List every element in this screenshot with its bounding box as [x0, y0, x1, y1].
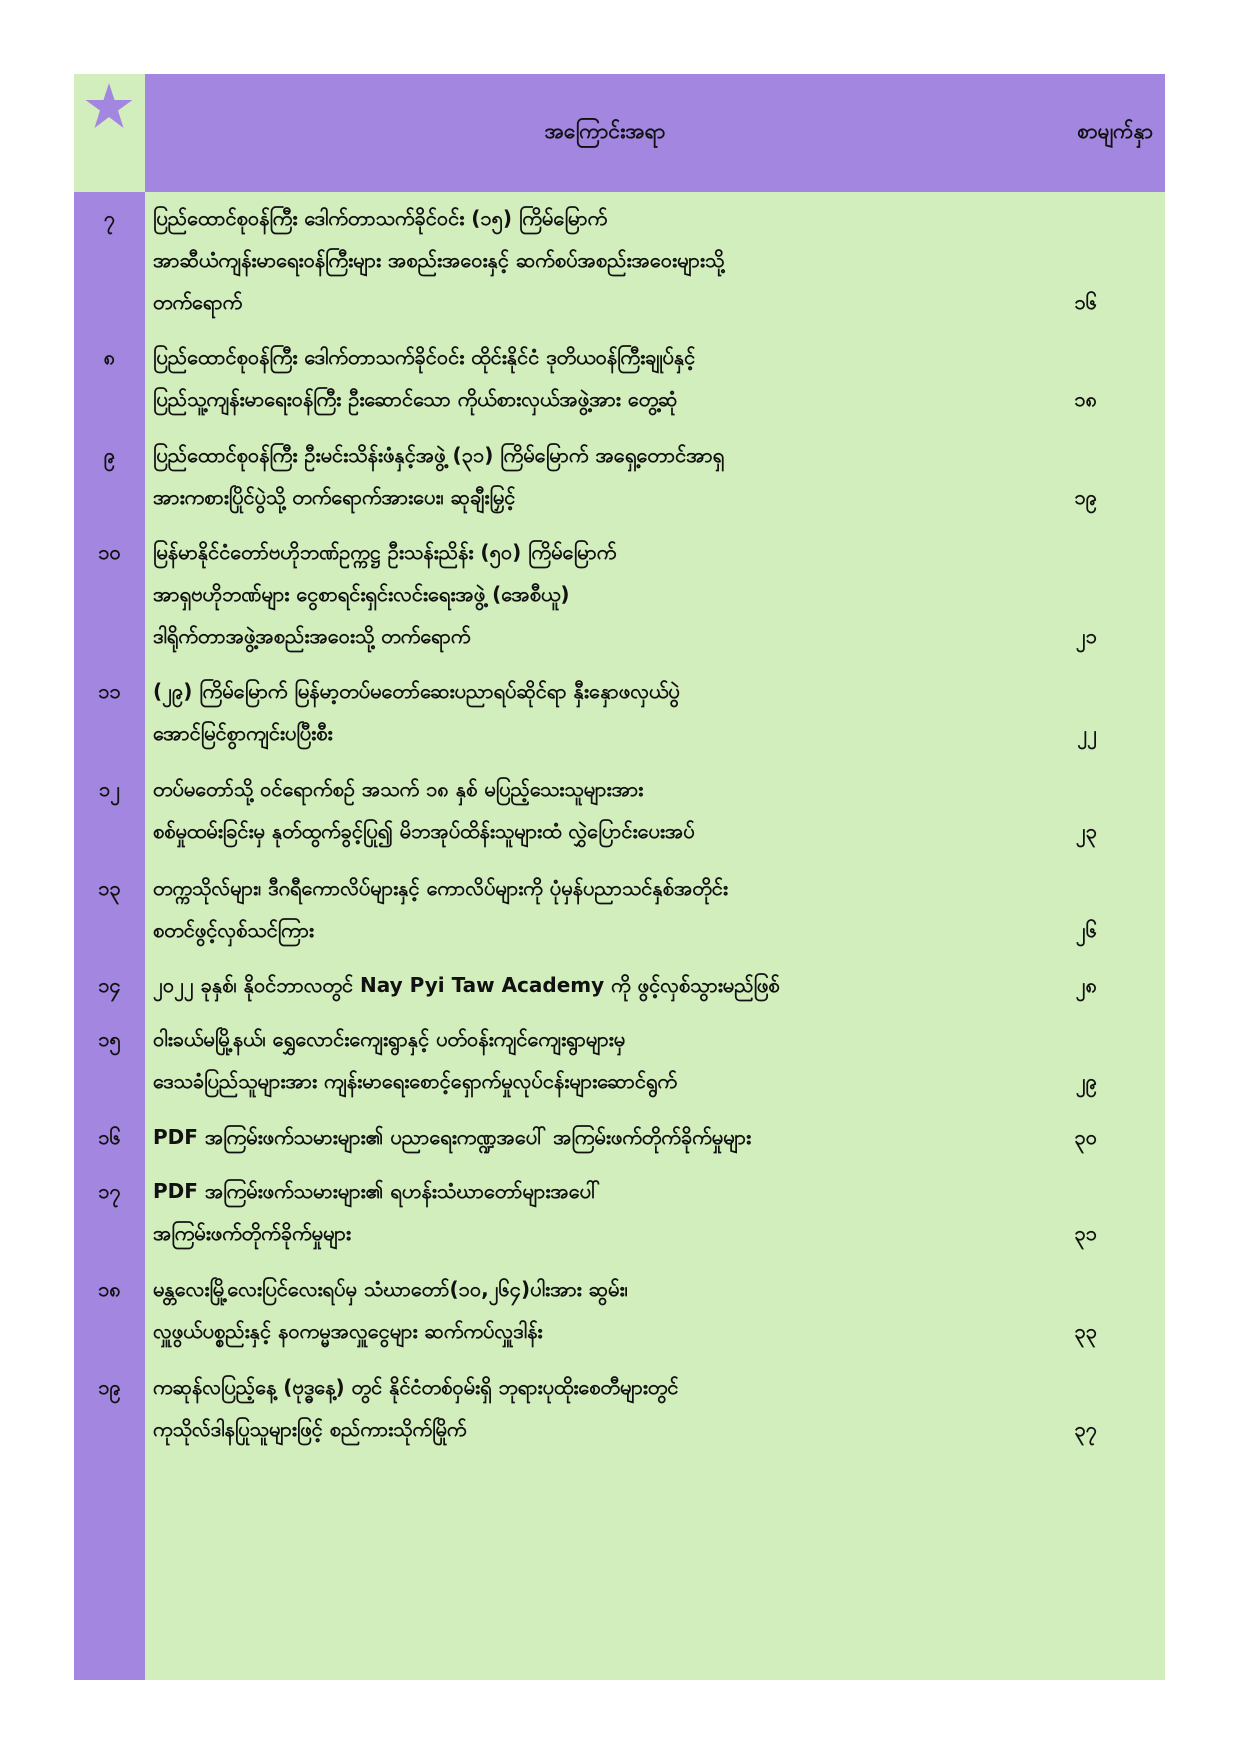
entry-page-number: ၃၃ [1074, 1319, 1097, 1343]
entry-number: ၁၇ [98, 1179, 121, 1203]
entry-title-line: PDF အကြမ်းဖက်သမားများ၏ ပညာရေးကဏ္ဍအပေါ် အကြမ်းဖက်တိုက်ခိုက်မှုများ [153, 1125, 752, 1149]
entry-number: ၁၀ [98, 540, 121, 564]
star-cell [74, 74, 145, 192]
entry-page-number: ၂၉ [1075, 1069, 1097, 1093]
entry-page-number: ၁၉ [1074, 485, 1097, 509]
star-icon [84, 81, 134, 131]
entry-title-line: တပ်မတော်သို့ ဝင်ရောက်စဉ် အသက် ၁၈ နှစ် မပြည့်သေးသူများအား [153, 777, 644, 801]
entry-number: ၁၂ [98, 777, 121, 801]
entry-title-line: ပြည်ထောင်စုဝန်ကြီး ဒေါက်တာသက်ခိုင်ဝင်း ထိုင်းနိုင်ငံ ဒုတိယဝန်ကြီးချုပ်နှင့် [153, 345, 696, 369]
entry-title-line: အာရှဗဟိုဘဏ်များ ငွေစာရင်းရှင်းလင်းရေးအဖွဲ့ (အေစီယူ) [153, 582, 570, 606]
entry-page-number: ၂၆ [1075, 918, 1097, 942]
entry-page-number: ၁၈ [1074, 387, 1097, 411]
entry-title-line: စစ်မှုထမ်းခြင်းမှ နုတ်ထွက်ခွင့်ပြု၍ မိဘအုပ်ထိန်းသူများထံ လွှဲပြောင်းပေးအပ် [153, 819, 695, 843]
entry-title-line: စတင်ဖွင့်လှစ်သင်ကြား [153, 918, 314, 942]
entry-page-number: ၂၈ [1075, 973, 1097, 997]
entry-title-line: အားကစားပြိုင်ပွဲသို့ တက်ရောက်အားပေး၊ ဆုချီးမြှင့် [153, 485, 516, 509]
entry-title-line: ဒေသခံပြည်သူများအား ကျန်းမာရေးစောင့်ရှောက်မှုလုပ်ငန်းများဆောင်ရွက် [153, 1069, 678, 1093]
entry-title-line: ဒါရိုက်တာအဖွဲ့အစည်းအဝေးသို့ တက်ရောက် [153, 624, 471, 648]
entry-title-line: အောင်မြင်စွာကျင်းပပြီးစီး [153, 721, 333, 745]
entry-page-number: ၃၁ [1074, 1221, 1097, 1245]
entry-title-line: မြန်မာနိုင်ငံတော်ဗဟိုဘဏ်ဥက္ကဋ္ဌ ဦးသန်းညိန်း (၅၀) ကြိမ်မြောက် [153, 540, 617, 564]
contents-heading: အကြောင်းအရာ [544, 119, 666, 143]
entry-title-line: တက္ကသိုလ်များ၊ ဒီဂရီကောလိပ်များနှင့် ကောလိပ်များကို ပုံမှန်ပညာသင်နှစ်အတိုင်း [153, 876, 728, 900]
entry-number: ၁၈ [98, 1277, 121, 1301]
entry-title [153, 867, 1043, 951]
entry-title [153, 1018, 1043, 1102]
entry-title-line: ကဆုန်လပြည့်နေ့ (ဗုဒ္ဓနေ့) တွင် နိုင်ငံတစ်ဝှမ်းရှိ ဘုရားပုထိုးစေတီများတွင် [153, 1375, 679, 1399]
entry-title-line: မန္တလေးမြို့လေးပြင်လေးရပ်မှ သံဃာတော်(၁၀,၂၆၄)ပါးအား ဆွမ်း၊ [153, 1277, 628, 1301]
entry-number: ၇ [103, 206, 116, 230]
entry-title [153, 670, 1043, 754]
entry-title-line: ကုသိုလ်ဒါနပြုသူများဖြင့် စည်ကားသိုက်မြိုက် [153, 1417, 467, 1441]
entry-number: ၈ [103, 345, 116, 369]
entry-number: ၁၅ [98, 1027, 121, 1051]
page-number-heading: စာမျက်နှာ [1077, 119, 1153, 143]
entry-title-line: လှူဖွယ်ပစ္စည်းနှင့် နဝကမ္မအလှူငွေများ ဆက်ကပ်လှူဒါန်း [153, 1319, 543, 1343]
entry-number: ၁၄ [98, 973, 121, 997]
entry-title [153, 434, 1043, 518]
table-of-contents [74, 74, 1165, 1680]
entry-title-line: ပြည်ထောင်စုဝန်ကြီး ဦးမင်းသိန်းဖံနှင့်အဖွဲ့ (၃၁) ကြိမ်မြောက် အရှေ့တောင်အာရှ [153, 443, 725, 467]
entry-page-number: ၂၃ [1075, 819, 1097, 843]
entry-title [153, 531, 1043, 657]
entry-title-line: အာဆီယံကျန်းမာရေးဝန်ကြီးများ အစည်းအဝေးနှင့် ဆက်စပ်အစည်းအဝေးများသို့ [153, 248, 725, 272]
entry-title [153, 1268, 1043, 1352]
entry-title-line: ၂၀၂၂ ခုနှစ်၊ နိုဝင်ဘာလတွင် Nay Pyi Taw Academy ကို ဖွင့်လှစ်သွားမည်ဖြစ် [153, 973, 780, 997]
entry-title-line: ဝါးခယ်မမြို့နယ်၊ ရွှေလောင်းကျေးရွာနှင့် ပတ်ဝန်းကျင်ကျေးရွာများမှ [153, 1027, 626, 1051]
entry-number: ၁၉ [98, 1375, 121, 1399]
entry-title-line: ပြည်ထောင်စုဝန်ကြီး ဒေါက်တာသက်ခိုင်ဝင်း (၁၅) ကြိမ်မြောက် [153, 206, 608, 230]
entry-title [153, 197, 1043, 323]
entry-title [153, 1170, 1043, 1254]
entry-title [153, 336, 1043, 420]
entry-title-line: ပြည်သူ့ကျန်းမာရေးဝန်ကြီး ဦးဆောင်သော ကိုယ်စားလှယ်အဖွဲ့အား တွေ့ဆုံ [153, 387, 678, 411]
entry-title-line: အကြမ်းဖက်တိုက်ခိုက်မှုများ [153, 1221, 351, 1245]
entry-page-number: ၂၁ [1075, 624, 1097, 648]
entry-title [153, 768, 1043, 852]
header-bar [145, 74, 1165, 192]
entry-title-line: တက်ရောက် [153, 290, 243, 314]
entry-title [153, 1116, 1043, 1158]
entry-title [153, 1366, 1043, 1450]
entry-number: ၁၁ [98, 679, 121, 703]
entry-page-number: ၂၂ [1077, 721, 1097, 745]
entry-title-line: (၂၉) ကြိမ်မြောက် မြန်မာ့တပ်မတော်ဆေးပညာရပ်ဆိုင်ရာ နှီးနှောဖလှယ်ပွဲ [153, 679, 680, 703]
entry-title-line: PDF အကြမ်းဖက်သမားများ၏ ရဟန်းသံဃာတော်များအပေါ် [153, 1179, 601, 1203]
entry-page-number: ၃၇ [1074, 1417, 1097, 1441]
entry-page-number: ၃၀ [1074, 1125, 1097, 1149]
entry-number: ၁၃ [98, 876, 121, 900]
entry-title [153, 964, 1043, 1006]
entry-page-number: ၁၆ [1074, 290, 1097, 314]
entry-number: ၉ [103, 443, 116, 467]
entry-number: ၁၆ [98, 1125, 121, 1149]
